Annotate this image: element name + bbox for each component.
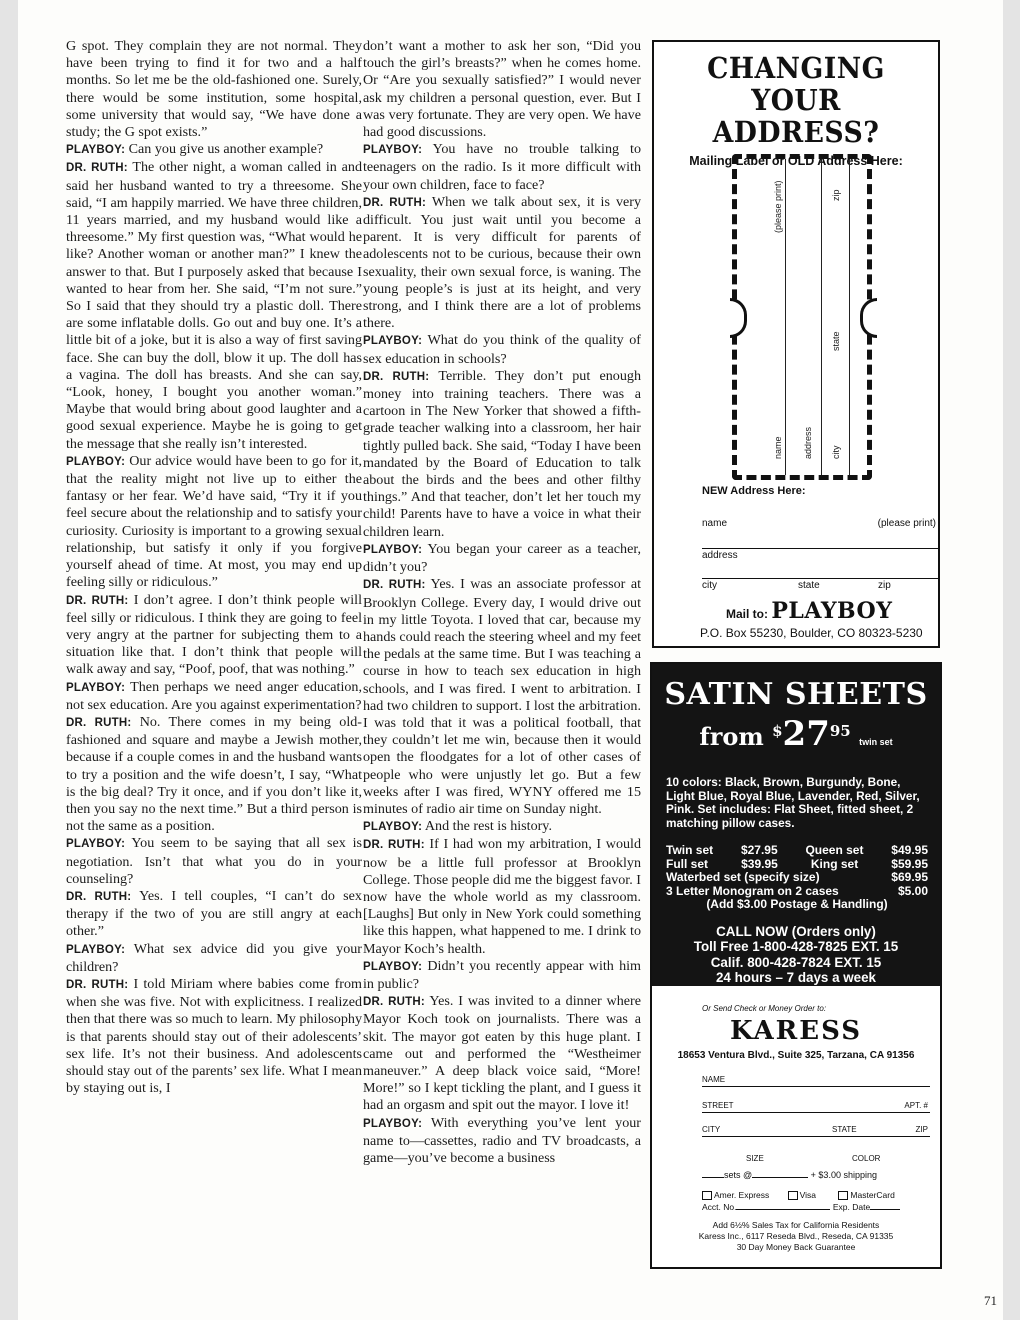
paragraph-text: What do you think of the quality of sex education in schools?	[363, 332, 642, 367]
change-address-ad	[652, 40, 940, 648]
name-field-label: name	[702, 518, 728, 529]
speaker-label: DR. RUTH:	[66, 978, 129, 991]
fine-line: Add 6½% Sales Tax for California Residents	[712, 1220, 880, 1230]
address-field[interactable]	[702, 548, 938, 579]
speaker-label: DR. RUTH:	[363, 196, 427, 209]
exp-date-label: Exp. Date	[832, 1202, 871, 1212]
price-row	[666, 871, 928, 885]
call-line: Calif. 800-428-7824 EXT. 15	[710, 954, 882, 970]
paragraph-text: With everything you’ve lent your name to—cassettes, radio and TV broadcasts, a game—you’ve become a business	[363, 1114, 641, 1166]
paragraph-text: No. There comes in my being old-fashioned and square and maybe a Jewish mother, because if a couple comes in and the husband wants to try a position and the wife doesn’t, I say, “What is the big deal? Try it once, and if you don’t like it, then you say no the next time.” But a third person is not the same as a position.	[66, 713, 362, 835]
speaker-label: DR. RUTH:	[363, 370, 430, 383]
amex-label: Amer. Express	[714, 1190, 770, 1200]
paragraph-text: The other night, a woman called in and said her husband wanted to try a threesome. She said, “I am happily married. We have three children, 11 years married, and my husband would like a threesome.” My first question was, “What would he like? Another woman or another man?” I knew the answer to that. But I purposely asked that because I wanted to hear from her. She said, “I’m not sure.” So I said that they should try a plastic doll. There are some inflatable dolls. Go out and buy one. It’s a little bit of a joke, but it is also a way of first saving face. She can buy the doll, blow it up. The doll has a vagina. The doll has breasts. And she can say, “Look, honey, I bought you another woman.” Maybe that would bring about good laughter and a good sexual experience. Maybe he is going to get the message that she really isn’t interested.	[66, 159, 362, 452]
price-row	[666, 858, 928, 872]
mailing-label-box[interactable]	[732, 154, 872, 480]
article-paragraph	[363, 38, 641, 141]
fine-line: 30 Day Money Back Guarantee	[736, 1242, 856, 1252]
call-line: 24 hours – 7 days a week	[715, 970, 877, 986]
paragraph-text: You began your career as a teacher, didn’t you?	[363, 540, 641, 576]
paragraph-text: And the rest is history.	[424, 818, 552, 835]
paragraph-text: I told Miriam where babies come from when she was five. Not with explicitness. I realized then that there was so much to learn. My philosophy is that parents should stay out of their adolescents’ sex life. It’s not their business. And adolescents should stay out of the parents’ sex life. What I mean by staying out is, I	[66, 975, 362, 1097]
price-value: $27.95	[740, 843, 778, 857]
speaker-label: PLAYBOY:	[66, 943, 126, 956]
postage-note: (Add $3.00 Postage & Handling)	[706, 897, 888, 911]
speaker-label: PLAYBOY:	[66, 455, 126, 468]
article-paragraph	[66, 888, 362, 941]
article-paragraph	[363, 576, 641, 818]
order-field-label: STREET	[702, 1101, 734, 1110]
satin-sheets-ad	[650, 662, 942, 1269]
paragraph-text: Yes. I tell couples, “I can’t do sex therapy if the two of you are still angry at each other.”	[66, 887, 362, 940]
speaker-label: PLAYBOY:	[363, 335, 423, 348]
price-row	[666, 844, 928, 858]
account-label: Acct. No.	[702, 1202, 737, 1212]
price-value: $59.95	[891, 856, 928, 871]
call-line: Toll Free 1-800-428-7825 EXT. 15	[693, 939, 899, 955]
address-field-label: address	[702, 550, 738, 561]
ad-title-line1: CHANGING	[707, 51, 885, 85]
sets-label: sets @	[724, 1170, 753, 1180]
fine-line: Karess Inc., 6117 Reseda Blvd., Reseda, CA 91335	[698, 1231, 894, 1241]
price-table	[666, 844, 928, 912]
price-value: $5.00	[897, 883, 928, 898]
speaker-label: DR. RUTH:	[363, 579, 426, 592]
label-line	[785, 159, 786, 475]
mastercard-checkbox[interactable]	[838, 1191, 848, 1200]
article-paragraph	[66, 592, 362, 679]
speaker-label: DR. RUTH:	[66, 162, 128, 175]
paragraph-text: You have no trouble talking to teenagers on the radio. Is it more difficult with your own children, face to face?	[363, 141, 641, 193]
speaker-label: PLAYBOY:	[66, 838, 126, 851]
order-field-label: NAME	[702, 1075, 726, 1084]
zip-field-label: zip	[878, 580, 891, 591]
paragraph-text: Yes. I was invited to a dinner where Mayor Koch took on journalists. There was a skit. The mayor got eaten by this huge plant. I came out and performed the “Westheimer maneuver.” A deep black voice said, “More! More!” so I kept tickling the plant, and I guess it had an orgasm and spit out the mayor. I love it!	[363, 993, 641, 1114]
speaker-label: PLAYBOY:	[363, 1117, 423, 1130]
speaker-label: PLAYBOY:	[363, 543, 423, 556]
label-line	[821, 159, 822, 475]
article-paragraph	[363, 368, 641, 541]
sets-field[interactable]	[702, 1170, 877, 1180]
city-state-zip-field[interactable]	[702, 578, 938, 592]
price-item: Waterbed set (specify size)	[666, 870, 820, 884]
price-value: $49.95	[891, 843, 928, 857]
ad-description: 10 colors: Black, Brown, Burgundy, Bone, Light Blue, Royal Blue, Lavender, Red, Silver, Pink. Set includes: Flat Sheet, fitted sheet, 2 matching pillow cases.	[666, 775, 920, 830]
fine-print	[652, 1220, 940, 1253]
price-main: 27	[782, 714, 830, 754]
price-value: $39.95	[741, 856, 778, 871]
order-city-field[interactable]	[702, 1122, 930, 1137]
call-now-block	[652, 924, 940, 986]
company-address: 18653 Ventura Blvd., Suite 325, Tarzana, CA 91356	[677, 1050, 915, 1061]
send-check-note: Or Send Check or Money Order to:	[702, 1004, 827, 1013]
visa-checkbox[interactable]	[788, 1191, 798, 1200]
article-column-2	[363, 38, 641, 1167]
paragraph-text: G spot. They complain they are not normal. They have been trying to find it for two and a half months. So let me be the old-fashioned one. Surely, there would be some institution, some hospital, some university that would say, “We have done a study; the G spot exists.”	[66, 38, 362, 141]
color-label: COLOR	[852, 1154, 881, 1163]
price-note: twin set	[859, 737, 893, 747]
payment-options	[702, 1190, 895, 1200]
price-row	[666, 885, 928, 899]
article-paragraph	[363, 958, 641, 993]
company-logo: KARESS	[729, 1016, 863, 1046]
article-paragraph	[363, 141, 641, 194]
label-field-print: (please print)	[773, 180, 783, 233]
article-paragraph	[363, 332, 641, 367]
price-item: Twin set	[666, 843, 714, 857]
article-paragraph	[66, 679, 362, 714]
state-field-label: state	[798, 580, 820, 591]
order-name-field[interactable]	[702, 1074, 930, 1087]
article-paragraph	[66, 453, 362, 592]
speaker-label: DR. RUTH:	[66, 890, 132, 903]
account-field[interactable]	[702, 1202, 900, 1212]
print-note: (please print)	[877, 518, 936, 529]
speaker-label: PLAYBOY:	[66, 681, 126, 694]
po-box: P.O. Box 55230, Boulder, CO 80323-5230	[700, 626, 923, 640]
label-field-city: city	[831, 445, 841, 459]
mail-to	[726, 598, 892, 624]
speaker-label: PLAYBOY:	[363, 960, 423, 973]
paragraph-text: You seem to be saying that all sex is negotiation. Isn’t that what you do in your counseling?	[66, 835, 362, 887]
label-line	[849, 159, 850, 475]
speaker-label: DR. RUTH:	[363, 839, 425, 852]
order-field-label: ZIP	[915, 1125, 928, 1134]
speaker-label: PLAYBOY:	[66, 144, 126, 157]
article-paragraph	[66, 38, 362, 141]
article-paragraph	[66, 714, 362, 835]
dollar-sign: $	[772, 722, 783, 740]
paragraph-text: Then perhaps we need anger education, not sex education. Are you against experimentation?	[66, 678, 362, 713]
paragraph-text: If I had won my arbitration, I would now be a little full professor at Brooklyn College. Those people did me the biggest favor. I now have the whole world as my classroom. [Laughs] But only in New York could something like this happen, what happened to me. I drink to Mayor Koch’s health.	[363, 836, 642, 957]
paragraph-text: I don’t agree. I don’t think people will feel silly or ridiculous. I think they are going to feel very angry at the partner for subjecting them to a situation like that. I don’t think that people will walk away and say, “Poof, poof, that was nothing.”	[66, 591, 362, 678]
label-field-address: address	[803, 426, 813, 459]
article-paragraph	[363, 1115, 641, 1168]
article-column-1	[66, 38, 362, 1097]
speaker-label: PLAYBOY:	[363, 144, 423, 157]
price-item: Queen set	[805, 843, 864, 857]
article-paragraph	[363, 818, 641, 836]
article-paragraph	[363, 993, 641, 1114]
paragraph-text: Didn’t you recently appear with him in public?	[363, 957, 641, 992]
label-field-state: state	[831, 331, 841, 351]
price-cents: 95	[829, 722, 851, 740]
article-paragraph	[66, 941, 362, 976]
article-paragraph	[66, 141, 362, 159]
order-field-label: CITY	[702, 1125, 721, 1134]
paragraph-text: Yes. I was an associate professor at Brooklyn College. Every day, I would drive out in my little Toyota. I loved that car, because my hands could reach the steering wheel and my feet the pedals at the same time. But I was teaching a course in how to teach sex education in high schools, and I was fired. I went to arbitration. I had two children to support. I lost the arbitration. I was told that it was a political football, that they couldn’t let me win, because then it would open the floodgates for a lot of other cases of people who were unjustly let go. But a few weeks after I was fired, WYNY offered me 15 minutes of radio air time on Sunday night.	[363, 576, 641, 817]
price-item: King set	[810, 856, 859, 871]
paragraph-text: Our advice would have been to go for it, that the reality might not live up to either the fantasy or her fear. We’d have said, “Try it if you feel secure about the relationship and to satisfy your curiosity. Curiosity is important to a growing sexual relationship, but satisfy it only if you forgive yourself ahead of time. At most, you may end up feeling silly or ridiculous.”	[66, 452, 363, 591]
ad-price-headline	[652, 714, 940, 754]
ad-title: SATIN SHEETS	[664, 677, 928, 712]
article-paragraph	[66, 159, 362, 452]
speaker-label: DR. RUTH:	[363, 996, 425, 1009]
size-label: SIZE	[746, 1154, 764, 1163]
price-item: Full set	[666, 856, 709, 871]
call-line: CALL NOW (Orders only)	[716, 923, 876, 939]
article-paragraph	[363, 541, 641, 576]
article-paragraph	[363, 194, 641, 333]
order-street-field[interactable]	[702, 1098, 930, 1113]
name-field[interactable]	[702, 516, 938, 549]
paragraph-text: Can you give us another example?	[128, 141, 324, 158]
order-field-label: STATE	[832, 1125, 857, 1134]
speaker-label: DR. RUTH:	[66, 716, 132, 729]
ad-subtitle: Mailing Label or OLD Address Here:	[689, 154, 903, 168]
price-value: $69.95	[891, 870, 928, 884]
shipping-label: + $3.00 shipping	[810, 1170, 877, 1180]
label-field-name: name	[773, 436, 783, 459]
paragraph-text: What sex advice did you give your children?	[66, 940, 362, 975]
article-paragraph	[66, 976, 362, 1097]
speaker-label: PLAYBOY:	[363, 821, 423, 834]
from-label: from	[699, 722, 764, 751]
price-item: 3 Letter Monogram on 2 cases	[666, 883, 839, 898]
paragraph-text: When we talk about sex, it is very difficult. You just wait until you become a parent. It is very difficult for parents of adolescents not to be curious, because their own sexuality, their own sexual force, is waning. The young people’s is just at its height, and very strong, and I think there are a lot of problems there.	[363, 193, 641, 332]
visa-label: Visa	[799, 1190, 817, 1200]
ad-header-panel	[652, 664, 940, 986]
mastercard-label: MasterCard	[850, 1190, 895, 1200]
city-field-label: city	[702, 580, 717, 591]
article-paragraph	[363, 836, 641, 957]
order-field-label: APT. #	[904, 1101, 928, 1110]
ad-title-line2: YOUR ADDRESS?	[712, 83, 880, 149]
label-field-zip: zip	[831, 189, 841, 201]
brand-logo: PLAYBOY	[771, 598, 893, 624]
new-address-heading: NEW Address Here:	[702, 485, 806, 497]
paragraph-text: Terrible. They don’t put enough money into training teachers. There was a cartoon in The New Yorker that showed a fifth-grade teacher walking into a classroom, her hair tightly pulled back. She said, “Today I have been mandated by the Board of Education to talk about the birds and the bees and other filthy things.” And that teacher, don’t let her touch my child! Parents have to have a voice in what their children learn.	[363, 367, 641, 540]
magazine-page	[18, 0, 1003, 1320]
mail-to-label: Mail to:	[726, 607, 768, 621]
speaker-label: DR. RUTH:	[66, 594, 129, 607]
page-number: 71	[984, 1293, 997, 1308]
paragraph-text: don’t want a mother to ask her son, “Did you touch the girl’s breasts?” when he comes home. Or “Are you sexually satisfied?” I would never ask my children a personal question, ever. But I was very fortunate. They are very open. We have had good discussions.	[363, 38, 641, 141]
amex-checkbox[interactable]	[702, 1191, 712, 1200]
article-paragraph	[66, 835, 362, 888]
